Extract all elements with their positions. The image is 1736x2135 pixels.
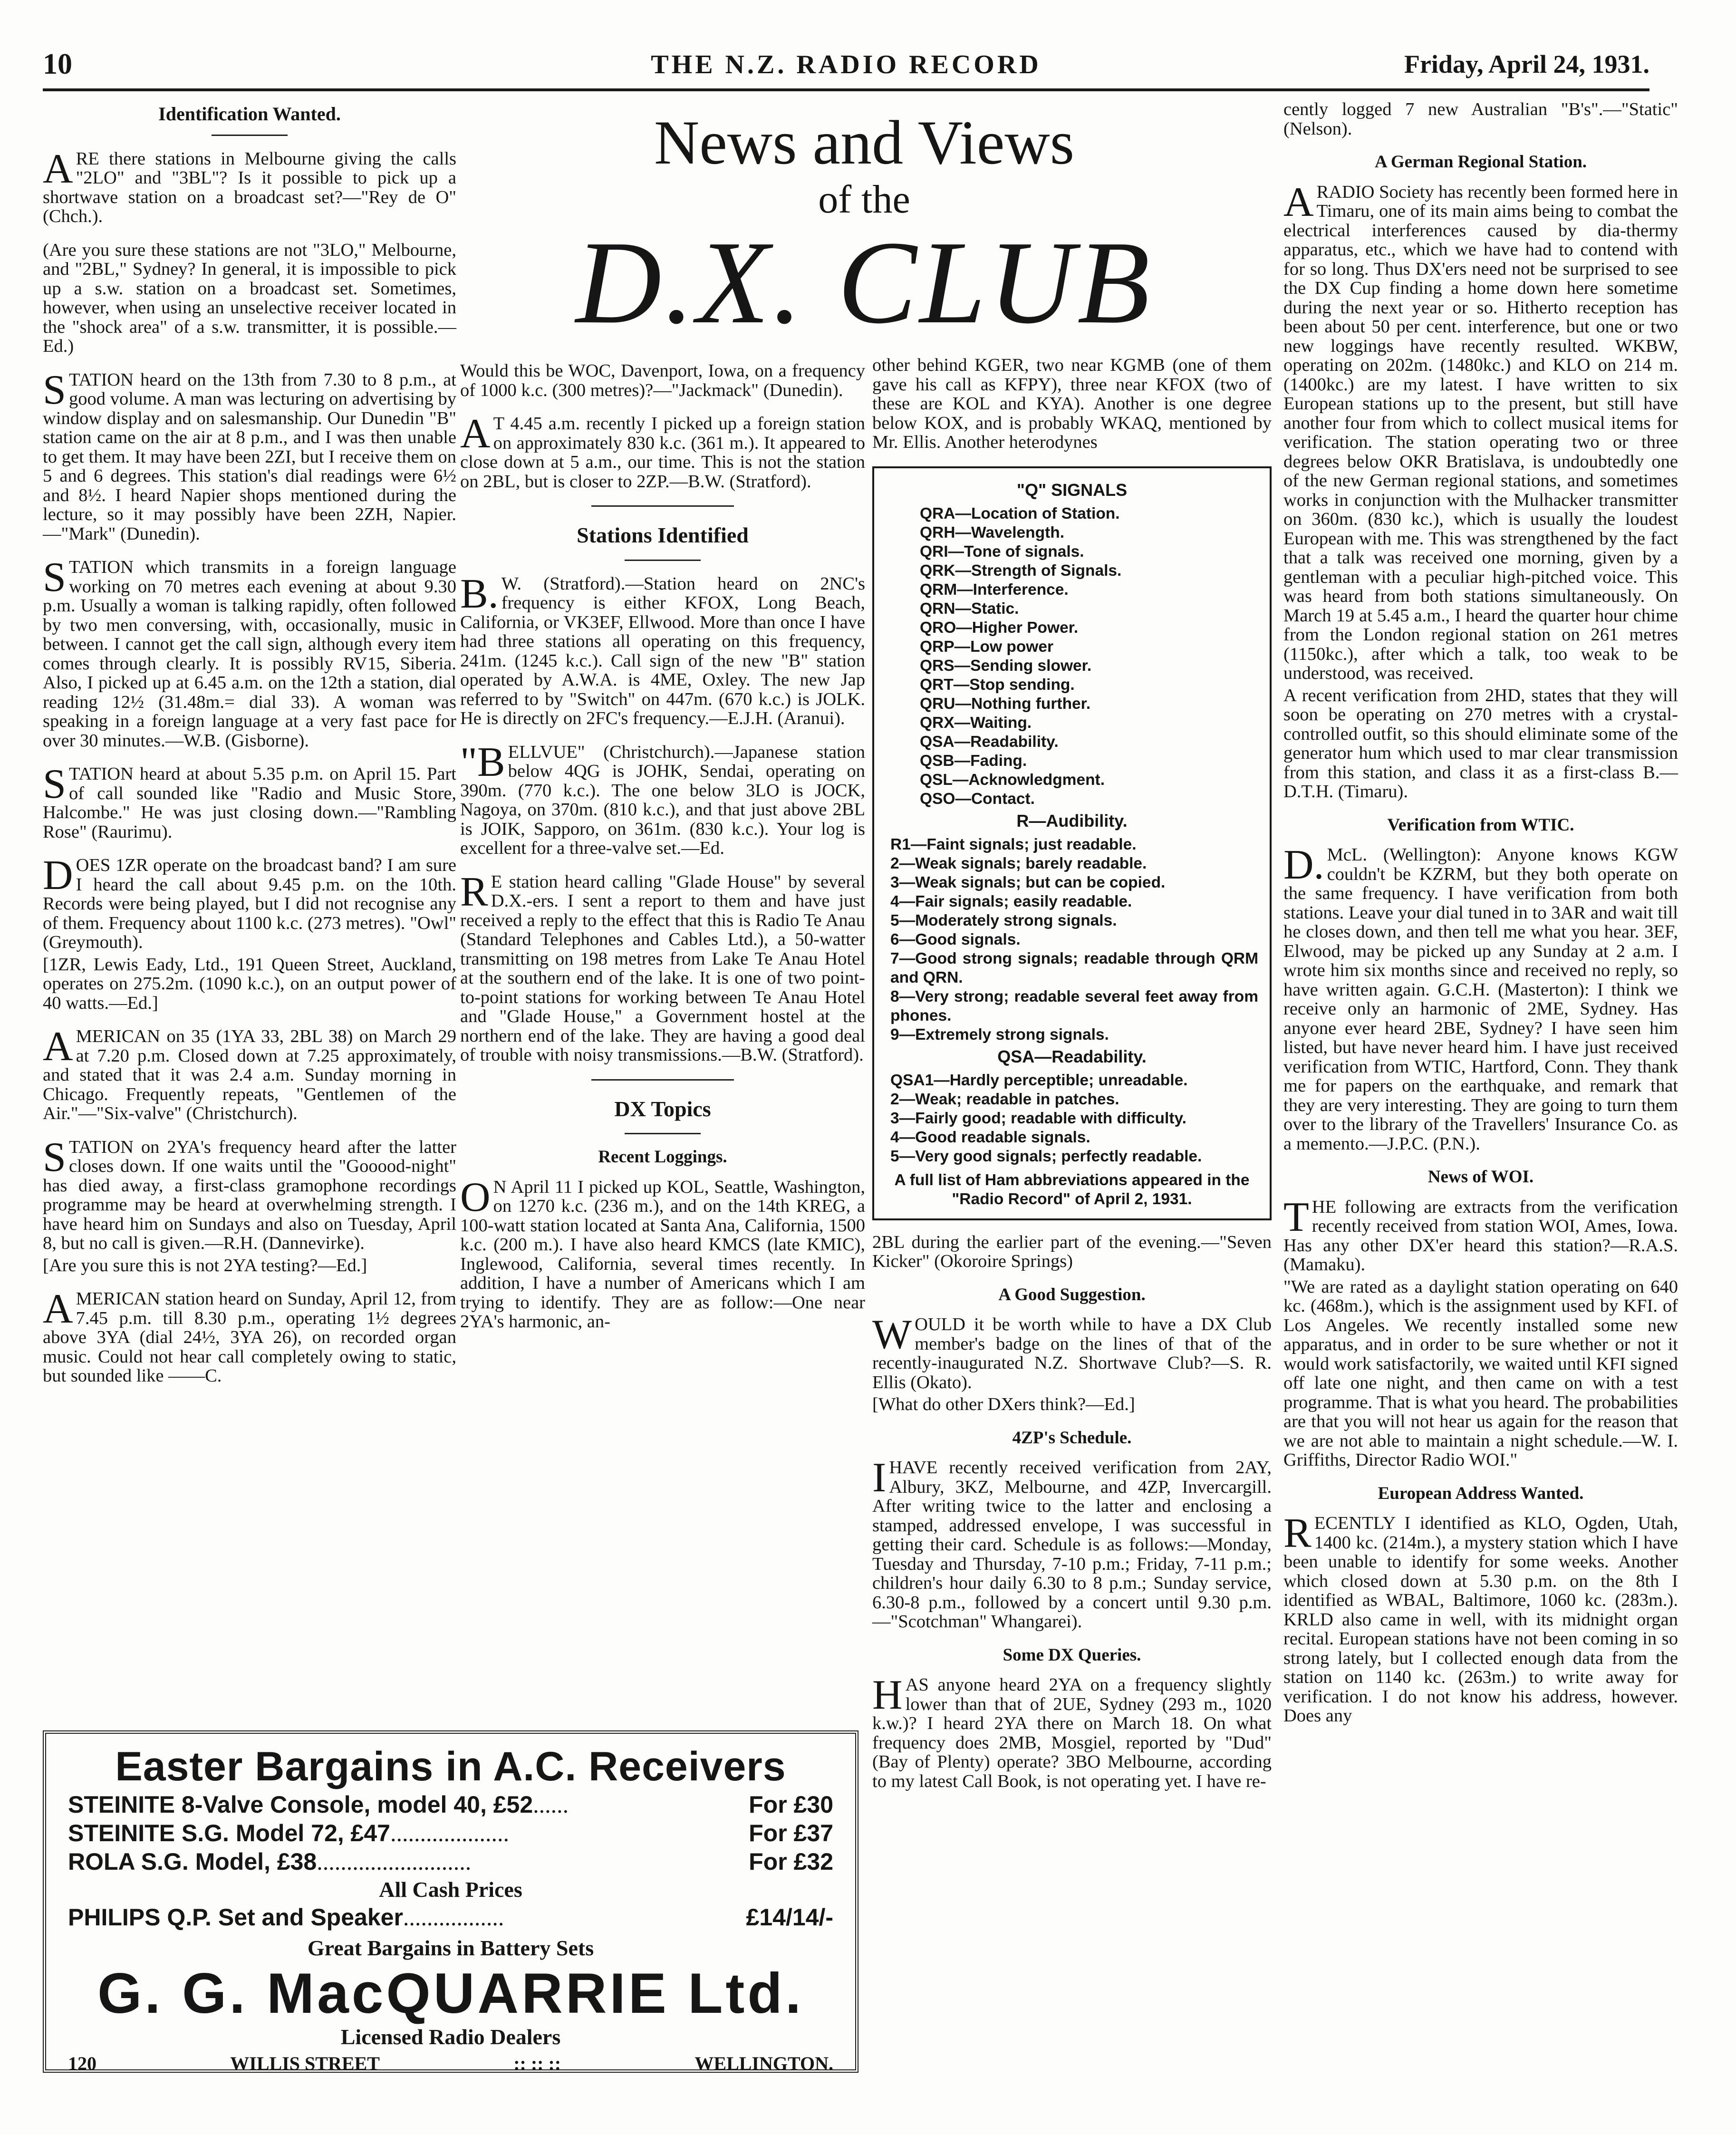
r-code: 4—Fair signals; easily readable. (890, 892, 1132, 910)
title-line-2: of the (818, 177, 910, 222)
divider (591, 505, 734, 507)
r-code: R1—Faint signals; just readable. (890, 835, 1137, 853)
column-4 (1283, 100, 1678, 1740)
article-paragraph: cently logged 7 new Australian "B's".—"Static" (Nelson). (1283, 99, 1678, 139)
ad-row (68, 1903, 833, 1932)
q-code: QRU—Nothing further. (920, 695, 1091, 713)
ad-row (68, 1847, 833, 1876)
q-code: QRM—Interference. (920, 580, 1069, 599)
issue-date: Friday, April 24, 1931. (1404, 50, 1649, 78)
heading-recent-loggings: Recent Loggings. (598, 1147, 727, 1167)
ad-row (68, 1790, 833, 1819)
heading-identification-wanted: Identification Wanted. (158, 103, 341, 125)
article-paragraph: Would this be WOC, Davenport, Iowa, on a frequency of 1000 k.c. (300 metres)?—"Jackmack" (Dunedin). (460, 361, 865, 400)
article-paragraph: AT 4.45 a.m. recently I picked up a foreign station on approximately 830 k.c. (361 m.). It appeared to close down at 5 a.m., our time. This is not the station on 2BL, but is closer to 2ZP.—B.W. (Stratford). (460, 411, 865, 492)
header-rule (43, 88, 1649, 91)
divider (625, 1133, 701, 1134)
ad-item: STEINITE S.G. Model 72, £47.................... (68, 1820, 509, 1846)
article-paragraph: RECENTLY I identified as KLO, Ogden, Utah, 1400 kc. (214m.), a mystery station which I have been unable to identify for some weeks. Another which closed down at 5.30 p.m. on the 8th I identified as WBAL, Baltimore, 1060 kc. (283m.). KRLD also came in well, with its midnight organ recital. European stations have not been coming in so strong lately, but I collected enough data from the station on 1140 kc. (263m.) to write away for verification. I do not know his address, however. Does any (1283, 1510, 1678, 1726)
article-paragraph: D.McL. (Wellington): Anyone knows KGW couldn't be KZRM, but they both operate on the same frequency. I have verification from both stations. Leave your dial tuned in to 3AR and wait till he closes down, and then tell me what you hear. 3EF, Elwood, may be picked up any Sunday at 2 a.m. I wrote him six months since and received no reply, so have written again. G.C.H. (Masterton): I think we receive only an harmonic of 2ME, Sydney. Has anyone ever heard 2BE, Sydney? I have seen him listed, but have never heard him. I have just received verification from WTIC, Hartford, Conn. They thank me for papers on the earthquake, and remark that they are very interesting. They are going to turn them over to the library of the Travellers' Insurance Co. as a memento.—J.P.C. (P.N.). (1283, 842, 1678, 1154)
article-paragraph: ARADIO Society has recently been formed here in Timaru, one of its main aims being to combat the electrical interferences caused by dia-thermy apparatus, etc., which we have had to contend with for so long. Thus DX'ers need not be surprised to see the DX Cup finding a home down here sometime during the next year or so. Hitherto reception has been about 50 per cent. interference, but one or two new loggings have recently resulted. WKBW, operating on 202m. (1480kc.) and KLO on 214 m. (1400kc.) are my latest. I have written to six European stations up to the present, but still have another four from which to collect musical items for verification. The station operating two or three degrees below OKR Bratislava, is undoubtedly one of the new German regional stations, and sometimes works in conjunction with the Mulhacker transmitter on 360m. (830 kc.), which is usually the loudest European with me. This was strengthened by the fact that a talk was received one morning, given by a gentleman with a peculiar high-pitched voice. This was heard from both stations simultaneously. On March 19 at 5.45 a.m., I heard the quarter hour chime from the London regional station on 261 metres (1150kc.), after which a talk, too weak to be understood, was received. (1283, 179, 1678, 683)
qsa-code: QSA1—Hardly perceptible; unreadable. (890, 1071, 1188, 1089)
heading-german-regional-station: A German Regional Station. (1374, 152, 1587, 172)
advertisement (43, 1730, 858, 2073)
article-paragraph: IHAVE recently received verification from 2AY, Albury, 3KZ, Melbourne, and 4ZP, Invercargill. After writing twice to the latter and enclosing a stamped, addressed envelope, I was successful in getting their card. Schedule is as follows:—Monday, Tuesday and Thursday, 7-10 p.m.; Friday, 7-11 p.m.; children's hour daily 6.30 to 8 p.m.; Sunday service, 6.30-8 p.m., followed by a concert until 9.30 p.m.—"Scotchman" Whangarei). (872, 1455, 1272, 1632)
q-code: QSO—Contact. (920, 790, 1035, 808)
ad-row (68, 1819, 833, 1847)
r-code: 7—Good strong signals; readable through QRM and QRN. (890, 949, 1258, 986)
publication-title: THE N.Z. RADIO RECORD (651, 50, 1042, 79)
ad-item: ROLA S.G. Model, £38.......................... (68, 1848, 472, 1875)
article-paragraph: AMERICAN on 35 (1YA 33, 2BL 38) on March 29 at 7.20 p.m. Closed down at 7.25 approximately, and stated that it was 2.4 a.m. Sunday morning in Chicago. Frequently repeats, "Gentlemen of the Air."—"Six-valve" (Christchurch). (43, 1024, 456, 1123)
section-title (460, 107, 1268, 348)
article-paragraph: B.W. (Stratford).—Station heard on 2NC's frequency is either KFOX, Long Beach, California, or VK3EF, Ellwood. More than once I have had three stations all operating on this frequency, 241m. (1245 k.c.). Call sign of the new "B" station operated by A.W.A. is 4ME, Oxley. The new Jap referred to by "Switch" on 447m. (670 k.c.) is JOLK. He is directly on 2FC's frequency.—E.J.H. (Aranui). (460, 570, 865, 728)
q-signals-box (872, 466, 1272, 1220)
heading-good-suggestion: A Good Suggestion. (998, 1285, 1146, 1304)
q-code: QRH—Wavelength. (920, 523, 1065, 541)
article-paragraph: RE station heard calling "Glade House" by several D.X.-ers. I sent a report to them and have just received a reply to the effect that this is Radio Te Anau (Standard Telephones and Cables Ltd.), a 50-watter transmitting on 198 metres from Lake Te Anau Hotel at the southern end of the lake. It is one of two point-to-point stations for working between Te Anau Hotel and "Glade House," a Government hostel at the northern end of the lake. They are having a good deal of trouble with noisy transmissions.—B.W. (Stratford). (460, 869, 865, 1065)
ad-firm-name: G. G. MacQUARRIE Ltd. (97, 1961, 804, 2025)
article-paragraph: STATION heard on the 13th from 7.30 to 8 p.m., at good volume. A man was lecturing on advertising by window display and on salesmanship. Our Dunedin "B" station came on the air at 8 p.m., and I was then unable to get them. It may have been 2ZI, but I receive them on 5 and 6 degrees. This station's dial readings were 6½ and 8½. I heard Napier shops mentioned during the lecture, so it may possibly have been 2ZH, Napier.—"Mark" (Dunedin). (43, 367, 456, 544)
ad-price: For £32 (749, 1848, 833, 1875)
article-paragraph: STATION heard at about 5.35 p.m. on April 15. Part of call sounded like "Radio and Music Store, Halcombe." He was just closing down.—"Rambling Rose" (Raurimu). (43, 761, 456, 842)
q-code: QRS—Sending slower. (920, 657, 1092, 675)
article-paragraph: ARE there stations in Melbourne giving the calls "2LO" and "3BL"? Is it possible to pick up a shortwave station on a broadcast set?—"Rey de O" (Chch.). (43, 145, 456, 226)
article-paragraph: A recent verification from 2HD, states that they will soon be operating on 270 metres with a crystal-controlled outfit, so this should eliminate some of the generator hum which used to mar clear transmission from this station, and class it as a first-class B.—D.T.H. (Timaru). (1283, 685, 1678, 802)
r-code: 5—Moderately strong signals. (890, 911, 1117, 929)
qsa-code: 2—Weak; readable in patches. (890, 1090, 1119, 1108)
r-code: 9—Extremely strong signals. (890, 1025, 1109, 1043)
ad-address-number: 120 (68, 2053, 96, 2074)
q-code: QRK—Strength of Signals. (920, 561, 1122, 580)
ad-address (68, 2052, 833, 2075)
page-number: 10 (43, 48, 72, 80)
divider (625, 560, 701, 561)
heading-some-dx-queries: Some DX Queries. (1003, 1645, 1141, 1665)
article-paragraph: HAS anyone heard 2YA on a frequency slightly lower than that of 2UE, Sydney (293 m., 1020 k.w.)? I heard 2YA there on March 18. On what frequency does 2MB, Mosgiel, reported by "Dud" (Bay of Plenty) operate? 3BO Melbourne, according to my latest Call Book, is not operating yet. I have re- (872, 1672, 1272, 1791)
article-paragraph: STATION on 2YA's frequency heard after the latter closes down. If one waits until the "Gooood-night" has died away, a first-class gramophone recordings programme may be heard at overwhelming strength. I have heard him on Sundays and also on Tuesday, April 8, but no call is given.—R.H. (Dannevirke). (43, 1134, 456, 1253)
article-paragraph: AMERICAN station heard on Sunday, April 12, from 7.45 p.m. till 8.30 p.m., operating 1½ degrees above 3YA (dial 24½, 3YA 26), on recorded organ music. Could not hear call completely owing to static, but sounded like ——C. (43, 1286, 456, 1386)
box-note: A full list of Ham abbreviations appeared in the "Radio Record" of April 2, 1931. (894, 1171, 1250, 1208)
article-paragraph: WOULD it be worth while to have a DX Club member's badge on the lines of that of the recently-inaugurated N.Z. Shortwave Club?—S. R. Ellis (Okato). (872, 1312, 1272, 1392)
q-code: QSA—Readability. (920, 733, 1059, 751)
article-paragraph: DOES 1ZR operate on the broadcast band? I am sure I heard the call about 9.45 p.m. on the 10th. Records were being played, but I did not recognise any of them. Frequency about 1100 k.c. (273 metres). "Owl" (Greymouth). (43, 852, 456, 952)
q-code: QRP—Low power (920, 638, 1054, 656)
q-code: QSL—Acknowledgment. (920, 771, 1105, 789)
q-code: QRO—Higher Power. (920, 618, 1079, 637)
qsa-code: 3—Fairly good; readable with difficulty. (890, 1109, 1186, 1127)
heading-european-address-wanted: European Address Wanted. (1378, 1483, 1584, 1503)
ad-address-street: WILLIS STREET (230, 2053, 380, 2074)
q-code: QRN—Static. (920, 599, 1019, 618)
column-2 (460, 361, 865, 1346)
q-code: QRX—Waiting. (920, 714, 1032, 732)
q-code: QRI—Tone of signals. (920, 542, 1084, 560)
q-signals-title: "Q" SIGNALS (1016, 480, 1128, 500)
ad-licensed: Licensed Radio Dealers (340, 2025, 561, 2049)
title-line-3: D.X. CLUB (576, 217, 1153, 348)
editor-reply: [1ZR, Lewis Eady, Ltd., 191 Queen Street, Auckland, operates on 275.2m. (1090 k.c.), on an output power of 40 watts.—Ed.] (43, 954, 456, 1013)
editor-reply: (Are you sure these stations are not "3LO," Melbourne, and "2BL," Sydney? In general, it is impossible to pick up a s.w. station on a broadcast set. Sometimes, however, when using an unselective receiver located in the "shock area" of a s.w. transmitter, it is possible.—Ed.) (43, 240, 456, 356)
column-3 (872, 356, 1272, 1805)
r-code: 8—Very strong; readable several feet away from phones. (890, 987, 1258, 1024)
ad-cash-prices: All Cash Prices (379, 1877, 522, 1902)
quoted-letter: "We are rated as a daylight station operating on 640 kc. (468m.), which is the assignment used by KFI. of Los Angeles. We recently installed some new apparatus, and in order to be sure whether or not it would work satisfactorily, we waited until KFI signed off late one night, and then came on with a test programme. That is what you heard. The probabilities are that you will not hear us again for the reason that we are not able to maintain a night schedule.—W. I. Griffiths, Director Radio WOI." (1283, 1276, 1678, 1470)
ad-item: STEINITE 8-Valve Console, model 40, £52...... (68, 1791, 569, 1818)
ad-headline: Easter Bargains in A.C. Receivers (115, 1744, 786, 1789)
ad-price: For £37 (749, 1820, 833, 1846)
column-1 (43, 100, 456, 1400)
q-code: QRA—Location of Station. (920, 504, 1120, 522)
ad-battery-sets: Great Bargains in Battery Sets (307, 1936, 594, 1960)
article-paragraph: 2BL during the earlier part of the evening.—"Seven Kicker" (Okoroire Springs) (872, 1232, 1272, 1271)
editor-reply: [Are you sure this is not 2YA testing?—Ed.] (43, 1255, 367, 1275)
qsa-code: 5—Very good signals; perfectly readable. (890, 1147, 1202, 1165)
divider (591, 1079, 734, 1081)
article-paragraph: THE following are extracts from the verification recently received from station WOI, Ames, Iowa. Has any other DX'er heard this station?—R.A.S. (Mamaku). (1283, 1194, 1678, 1275)
ad-price: £14/14/- (746, 1904, 833, 1931)
heading-verification-from-wtic: Verification from WTIC. (1387, 815, 1574, 835)
article-paragraph: STATION which transmits in a foreign language working on 70 metres each evening at about 9.30 p.m. Usually a woman is talking rapidly, often followed by two men conversing, with, occasionally, music in between. I cannot get the call sign, although every item comes through clearly. It is possibly RV15, Siberia. Also, I picked up at 6.45 a.m. on the 12th a station, dial reading 12½ (31.48m.= dial 33). A woman was speaking in a foreign language at a very fast pace for over 30 minutes.—W.B. (Gisborne). (43, 554, 456, 751)
ad-address-separator: :: :: :: (513, 2053, 561, 2074)
divider (212, 135, 288, 136)
heading-news-of-woi: News of WOI. (1427, 1167, 1534, 1187)
r-code: 6—Good signals. (890, 930, 1021, 948)
article-paragraph: other behind KGER, two near KGMB (one of them gave his call as KFPY), three near KFOX (two of these are KOL and KYA). Another is one degree below KOX, and is probably WKAQ, mentioned by Mr. Ellis. Another heterodynes (872, 355, 1272, 452)
heading-stations-identified: Stations Identified (577, 523, 749, 547)
article-paragraph: ON April 11 I picked up KOL, Seattle, Washington, on 1270 k.c. (236 m.), and on the 14th KREG, a 100-watt station located at Santa Ana, California, 1500 k.c. (200 m.). I have also heard KMCS (late KMIC), Inglewood, California, several times recently. In addition, I have a number of Americans which I am trying to identify. They are as follow:—One near 2YA's harmonic, an- (460, 1174, 865, 1332)
article-paragraph: "BELLVUE" (Christchurch).—Japanese station below 4QG is JOHK, Sendai, operating on 390m. (770 k.c.). The one below 3LO is JOCK, Nagoya, on 370m. (810 k.c.), and that just above 2BL is JOIK, Sapporo, on 361m. (830 k.c.). Your log is excellent for a three-valve set.—Ed. (460, 739, 865, 858)
r-audibility-title: R—Audibility. (1016, 811, 1128, 831)
ad-item: PHILIPS Q.P. Set and Speaker................. (68, 1904, 504, 1931)
r-code: 2—Weak signals; barely readable. (890, 854, 1147, 872)
title-line-1: News and Views (654, 107, 1075, 177)
qsa-readability-title: QSA—Readability. (997, 1046, 1147, 1066)
ad-price: For £30 (749, 1791, 833, 1818)
q-code: QRT—Stop sending. (920, 676, 1075, 694)
editor-reply: [What do other DXers think?—Ed.] (872, 1394, 1135, 1414)
page-header (43, 48, 1649, 86)
qsa-code: 4—Good readable signals. (890, 1128, 1090, 1146)
heading-dx-topics: DX Topics (614, 1096, 711, 1121)
q-code: QSB—Fading. (920, 752, 1027, 770)
heading-4zp-schedule: 4ZP's Schedule. (1012, 1428, 1132, 1448)
ad-address-city: WELLINGTON. (694, 2053, 833, 2074)
r-code: 3—Weak signals; but can be copied. (890, 873, 1166, 891)
